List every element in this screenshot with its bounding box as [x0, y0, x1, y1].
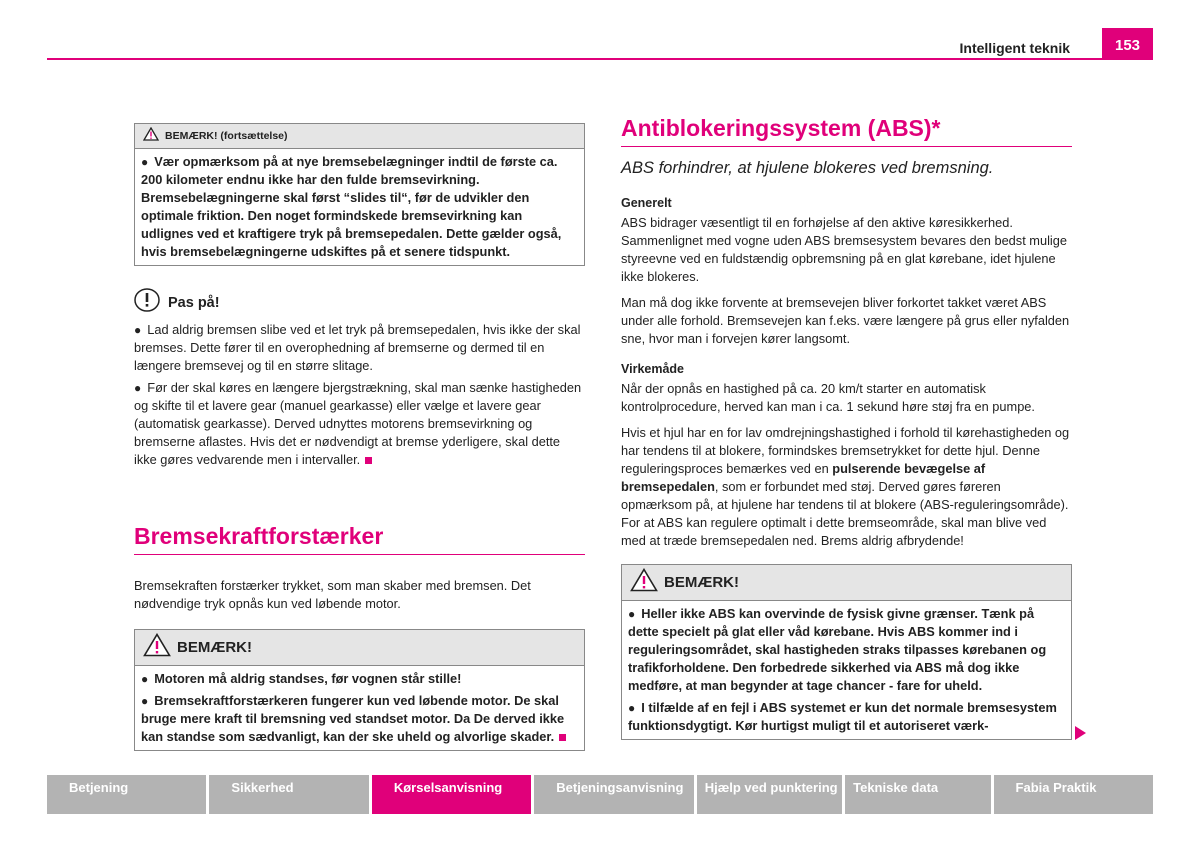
abs-note-box	[621, 564, 1072, 740]
caution-label: Pas på!	[168, 294, 220, 311]
warning-triangle-icon	[630, 568, 658, 597]
abs-note-body	[622, 601, 1071, 739]
end-marker-icon	[559, 734, 566, 741]
abs-note-label: BEMÆRK!	[664, 574, 739, 591]
note-box	[134, 629, 585, 751]
paragraph: Når der opnås en hastighed på ca. 20 km/t starter en automatisk kontrolprocedure, herved kan man i ca. 1 sekund høre støj fra en pumpe.	[621, 381, 1035, 414]
note-continued-box	[134, 123, 585, 266]
warning-triangle-icon	[143, 127, 159, 146]
end-marker-icon	[365, 457, 372, 464]
bullet-icon: ●	[134, 323, 142, 337]
paragraph: Hvis et hjul har en for lav omdrejningshastighed i forhold til kørehastigheden og har tendens til at blokere, formindskes bremsetrykket for dette hjul. Denne reguleringsproces bemærkes ved en pulserende bevægelse af bremsepedalen, som er forbundet med støj. Derved gøres føreren opmærksom på, at hjulene har tendens til at blokere (ABS-reguleringsområde). For at ABS kan regulere optimalt i dette bremseområde, skal man blive ved med at træde bremsepedalen ned. Brems aldrig afbrydende!	[621, 425, 1070, 548]
note-header	[135, 630, 584, 666]
list-item: ● I tilfælde af en fejl i ABS systemet er kun det normale bremsesystem funktionsdygtigt. Kør hurtigst muligt til et autoriseret værk-	[628, 700, 1057, 733]
paragraph: Man må dog ikke forvente at bremsevejen bliver forkortet takket været ABS under alle forhold. Bremsevejen kan f.eks. være længere på grus eller nyfalden sne, hvor man i forvejen kører langsomt.	[621, 295, 1070, 346]
bullet-icon: ●	[628, 701, 636, 715]
warning-triangle-icon	[143, 633, 171, 662]
nav-tab-betjeningsanvisning[interactable]: Betjeningsanvisning	[534, 775, 693, 814]
chapter-nav	[47, 775, 1153, 814]
bullet-icon: ●	[134, 381, 142, 395]
note-continued-body	[135, 149, 584, 265]
abs-subtitle: ABS forhindrer, at hjulene blokeres ved bremsning.	[621, 159, 994, 177]
header-rule	[47, 58, 1153, 60]
list-item: ● Vær opmærksom på at nye bremsebelægninger indtil de første ca. 200 kilometer endnu ikke har den fulde bremsevirkning. Bremsebelægningerne skal først “slides til“, før de udvikler den optimale friktion. Den noget formindskede bremsevirkning kan udlignes ved et kraftigere tryk på bremsepedalen. Dette gælder også, hvis bremsebelægningerne udskiftes på et senere tidspunkt.	[141, 154, 562, 259]
list-item: ● Motoren må aldrig standses, før vognen står stille!	[141, 671, 462, 686]
paragraph: ABS bidrager væsentligt til en forhøjelse af den aktive køresikkerhed. Sammenlignet med vogne uden ABS bremsesystem bevares den bedst mulige styreevne ved en fuldstændig opbremsning på en glat kørebane, idet hjulene ikke blokeres.	[621, 215, 1068, 284]
heading-virkemaade: Virkemåde	[621, 362, 685, 376]
right-column	[621, 115, 1072, 740]
exclamation-circle-icon	[134, 288, 160, 317]
note-continued-header	[135, 124, 584, 149]
note-label: BEMÆRK!	[177, 639, 252, 656]
bullet-icon: ●	[141, 694, 149, 708]
bullet-icon: ●	[141, 672, 149, 686]
list-item: ● Før der skal køres en længere bjergstrækning, skal man sænke hastigheden og skifte til et lavere gear (manuel gearkasse) eller vælge et lavere gear (automatisk gearkasse). Derved udnyttes motorens bremsevirkning og bremserne aflastes. Hvis det er nødvendigt at bremse yderligere, skal dette ikke gøres vedvarende men i intervaller.	[134, 380, 582, 467]
section-title: Bremsekraftforstærker	[134, 523, 585, 555]
continue-arrow-icon	[1075, 726, 1086, 740]
list-item: ● Lad aldrig bremsen slibe ved et let tryk på bremsepedalen, hvis ikke der skal bremses. Dette fører til en overophedning af bremserne og dermed til en længere bremsevej og til en større slitage.	[134, 322, 581, 373]
bullet-icon: ●	[141, 155, 149, 169]
running-header: Intelligent teknik	[959, 40, 1070, 56]
note-body	[135, 666, 584, 750]
nav-tab-betjening[interactable]: Betjening	[47, 775, 206, 814]
nav-tab-korselsanvisning[interactable]: Kørselsanvisning	[372, 775, 531, 814]
nav-tab-fabia-praktik[interactable]: Fabia Praktik	[994, 775, 1153, 814]
list-item: ● Bremsekraftforstærkeren fungerer kun ved løbende motor. De skal bruge mere kraft til bremsning ved standset motor. Da De derved ikke kan standse som sædvanligt, kan der ske uheld og alvorlige skader.	[141, 692, 578, 746]
page-number: 153	[1102, 28, 1153, 60]
abs-title: Antiblokeringssystem (ABS)*	[621, 115, 1072, 147]
nav-tab-hjaelp-ved-punktering[interactable]: Hjælp ved punktering	[697, 775, 842, 814]
caution-body	[134, 321, 585, 469]
left-column	[134, 123, 585, 751]
nav-tab-sikkerhed[interactable]: Sikkerhed	[209, 775, 368, 814]
caution-header	[134, 288, 585, 317]
nav-tab-tekniske-data[interactable]: Tekniske data	[845, 775, 990, 814]
abs-note-header	[622, 565, 1071, 601]
section-paragraph: Bremsekraften forstærker trykket, som man skaber med bremsen. Det nødvendige tryk opnås kun ved løbende motor.	[134, 578, 531, 611]
bullet-icon: ●	[628, 607, 636, 621]
heading-generelt: Generelt	[621, 196, 672, 210]
note-continued-label: BEMÆRK! (fortsættelse)	[165, 130, 288, 142]
list-item: ● Heller ikke ABS kan overvinde de fysisk givne grænser. Tænk på dette specielt på glat eller våd kørebane. Hvis ABS kommer ind i reguleringsområdet, skal hastigheden straks tilpasses kørebanen og trafikforholdene. Den forbedrede sikkerhed via ABS må dog ikke medføre, at man begynder at tage chancer - fare for uheld.	[628, 606, 1047, 693]
